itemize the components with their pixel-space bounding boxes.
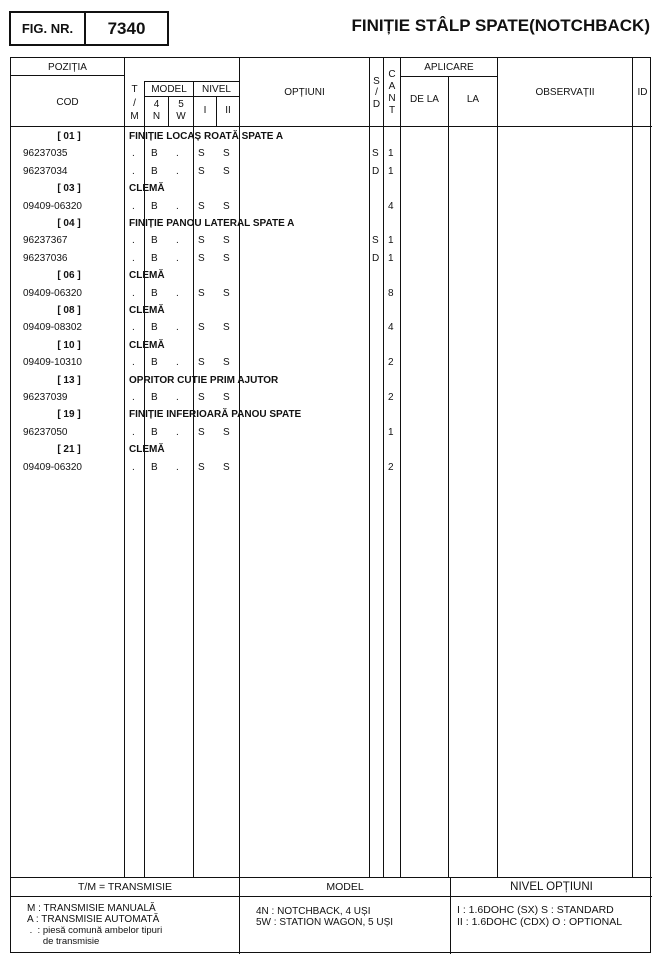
part-row [11, 460, 652, 477]
col-tm-m: M [130, 111, 139, 122]
level-1-value: S [198, 287, 205, 299]
page-title: FINIȚIE STÂLP SPATE(NOTCHBACK) [351, 16, 650, 35]
part-name: CLEMĂ [129, 270, 165, 282]
model-5w-value: . [176, 322, 179, 334]
part-name: CLEMĂ [129, 183, 165, 195]
part-code: 96237367 [23, 235, 68, 247]
part-row [11, 146, 652, 163]
model-4n-value: B [151, 461, 158, 473]
position-number: [ 13 ] [57, 374, 81, 386]
transmission-value: . [132, 235, 135, 247]
level-2-value: S [223, 287, 230, 299]
quantity-value: 2 [388, 392, 394, 403]
transmission-value: . [132, 426, 135, 438]
part-code: 09409-10310 [23, 357, 82, 369]
position-number: [ 10 ] [57, 339, 81, 351]
part-name: FINIȚIE LOCAȘ ROATĂ SPATE A [129, 131, 284, 142]
part-name: OPRITOR CUTIE PRIM AJUTOR [129, 374, 279, 386]
part-row [11, 199, 652, 216]
transmission-value: . [132, 392, 135, 403]
figure-number: 7340 [107, 18, 146, 38]
transmission-value: . [132, 148, 135, 160]
quantity-value: 2 [388, 461, 394, 473]
legend-model-title: MODEL [326, 881, 364, 893]
group-row [11, 442, 652, 459]
col-model-n: N [152, 111, 161, 122]
model-5w-value: . [176, 235, 179, 247]
position-number: [ 01 ] [57, 131, 81, 142]
col-model-4: 4 [153, 99, 160, 110]
part-name: CLEMĂ [129, 339, 165, 351]
part-row [11, 320, 652, 337]
level-1-value: S [198, 322, 205, 334]
part-name: CLEMĂ [129, 305, 165, 316]
part-code: 09409-08302 [23, 322, 82, 334]
model-5w-value: . [176, 252, 179, 264]
part-code: 96237034 [23, 165, 68, 177]
quantity-value: 1 [388, 426, 394, 438]
part-row [11, 355, 652, 372]
model-5w-value: . [176, 148, 179, 160]
model-5w-value: . [176, 200, 179, 212]
col-la: LA [466, 94, 480, 105]
legend-tm-line: . : piesă comună ambelor tipuri [27, 925, 163, 936]
part-row [11, 233, 652, 250]
position-number: [ 08 ] [57, 305, 81, 316]
part-code: 09409-06320 [23, 461, 82, 473]
col-cant-n: N [388, 93, 396, 104]
level-1-value: S [198, 200, 205, 212]
model-5w-value: . [176, 165, 179, 177]
part-row [11, 390, 652, 407]
model-4n-value: B [151, 148, 158, 160]
model-5w-value: . [176, 392, 179, 403]
level-1-value: S [198, 392, 205, 403]
legend-model-line: 4N : NOTCHBACK, 4 UȘI [256, 906, 371, 917]
col-sd-d: D [372, 99, 381, 110]
side-value: S [372, 148, 379, 160]
parts-table [10, 57, 651, 953]
col-tm-t: T [131, 84, 138, 95]
level-2-value: S [223, 322, 230, 334]
col-cant-c: C [388, 69, 396, 80]
level-2-value: S [223, 252, 230, 264]
part-row [11, 164, 652, 181]
level-2-value: S [223, 148, 230, 160]
level-1-value: S [198, 148, 205, 160]
col-nivel: NIVEL [202, 84, 231, 95]
level-1-value: S [198, 165, 205, 177]
model-4n-value: B [151, 252, 158, 264]
position-number: [ 03 ] [57, 183, 81, 195]
transmission-value: . [132, 200, 135, 212]
model-4n-value: B [151, 322, 158, 334]
level-2-value: S [223, 165, 230, 177]
transmission-value: . [132, 461, 135, 473]
position-number: [ 19 ] [57, 409, 81, 421]
col-cant-t: T [388, 105, 396, 116]
model-5w-value: . [176, 426, 179, 438]
part-code: 09409-06320 [23, 287, 82, 299]
legend-model-line: 5W : STATION WAGON, 5 UȘI [256, 917, 394, 928]
part-name: FINIȚIE PANOU LATERAL SPATE A [129, 218, 295, 229]
legend-nivel-line: I : 1.6DOHC (SX) S : STANDARD [457, 904, 614, 916]
col-sd-s: S [373, 76, 380, 87]
col-model-5: 5 [178, 99, 184, 110]
level-2-value: S [223, 200, 230, 212]
part-code: 96237050 [23, 426, 68, 438]
col-aplicare: APLICARE [424, 62, 474, 73]
col-id: ID [637, 87, 648, 98]
col-model-w: W [176, 111, 186, 122]
model-4n-value: B [151, 235, 158, 247]
part-code: 09409-06320 [23, 200, 82, 212]
part-code: 96237039 [23, 392, 68, 403]
side-value: D [372, 252, 380, 264]
col-optiuni: OPȚIUNI [284, 87, 325, 98]
part-row [11, 251, 652, 268]
col-nivel-1: I [203, 105, 207, 116]
legend-tm-line: de transmisie [27, 936, 100, 947]
position-number: [ 06 ] [57, 270, 81, 282]
model-4n-value: B [151, 165, 158, 177]
group-row [11, 303, 652, 320]
legend-nivel-title: NIVEL OPȚIUNI [510, 881, 593, 893]
transmission-value: . [132, 357, 135, 369]
group-row [11, 373, 652, 390]
legend-nivel-line: II : 1.6DOHC (CDX) O : OPTIONAL [457, 916, 623, 928]
position-number: [ 04 ] [57, 218, 81, 229]
col-nivel-2: II [225, 105, 231, 116]
group-row [11, 129, 652, 146]
col-cant-a: A [388, 81, 396, 92]
quantity-value: 4 [388, 322, 394, 334]
quantity-value: 2 [388, 357, 394, 369]
col-pozitia: POZIȚIA [48, 62, 87, 73]
col-tm-slash: / [133, 98, 136, 109]
level-1-value: S [198, 461, 205, 473]
figure-number-box [9, 11, 169, 46]
level-2-value: S [223, 461, 230, 473]
col-observatii: OBSERVAȚII [535, 87, 595, 98]
group-row [11, 181, 652, 198]
group-row [11, 216, 652, 233]
side-value: D [372, 165, 380, 177]
model-5w-value: . [176, 357, 179, 369]
level-1-value: S [198, 426, 205, 438]
model-4n-value: B [151, 200, 158, 212]
group-row [11, 268, 652, 285]
level-2-value: S [223, 235, 230, 247]
quantity-value: 1 [388, 235, 394, 247]
model-4n-value: B [151, 426, 158, 438]
part-row [11, 425, 652, 442]
part-name: CLEMĂ [129, 444, 165, 456]
transmission-value: . [132, 165, 135, 177]
transmission-value: . [132, 322, 135, 334]
legend-tm-line: A : TRANSMISIE AUTOMATĂ [27, 914, 160, 925]
level-2-value: S [223, 426, 230, 438]
col-sd-slash: / [375, 87, 378, 98]
level-1-value: S [198, 235, 205, 247]
model-5w-value: . [176, 461, 179, 473]
level-2-value: S [223, 392, 230, 403]
quantity-value: 1 [388, 148, 394, 160]
group-row [11, 407, 652, 424]
side-value: S [372, 235, 379, 247]
model-4n-value: B [151, 287, 158, 299]
transmission-value: . [132, 252, 135, 264]
level-1-value: S [198, 252, 205, 264]
figure-label: FIG. NR. [11, 13, 86, 44]
quantity-value: 1 [388, 252, 394, 264]
quantity-value: 8 [388, 287, 394, 299]
part-code: 96237035 [23, 148, 68, 160]
model-5w-value: . [176, 287, 179, 299]
level-2-value: S [223, 357, 230, 369]
group-row [11, 338, 652, 355]
col-de-la: DE LA [410, 94, 439, 105]
model-4n-value: B [151, 357, 158, 369]
col-model: MODEL [151, 84, 187, 95]
col-cod: COD [56, 97, 79, 108]
quantity-value: 4 [388, 200, 394, 212]
quantity-value: 1 [388, 165, 394, 177]
part-row [11, 286, 652, 303]
level-1-value: S [198, 357, 205, 369]
legend-tm-title: T/M = TRANSMISIE [77, 881, 173, 893]
legend-tm-line: M : TRANSMISIE MANUALĂ [27, 903, 156, 914]
transmission-value: . [132, 287, 135, 299]
part-code: 96237036 [23, 252, 68, 264]
position-number: [ 21 ] [57, 444, 81, 456]
model-4n-value: B [151, 392, 158, 403]
part-name: FINIȚIE INFERIOARĂ PANOU SPATE [129, 409, 302, 421]
